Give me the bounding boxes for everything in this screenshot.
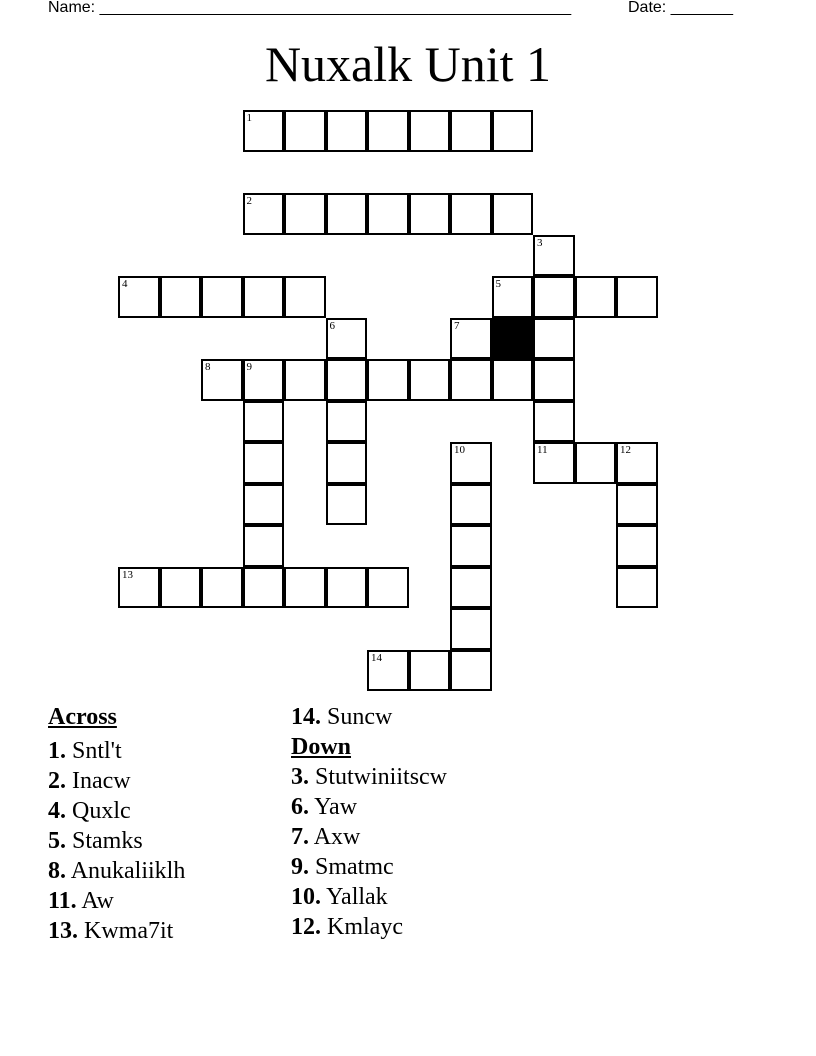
clue-text: Stamks xyxy=(72,828,143,854)
crossword-cell[interactable] xyxy=(409,650,451,692)
clue-text: Yallak xyxy=(326,884,388,910)
crossword-cell[interactable] xyxy=(160,567,202,609)
clue-number-label: 13 xyxy=(122,568,133,581)
crossword-cell[interactable] xyxy=(450,359,492,401)
clue-number-label: 9 xyxy=(246,361,252,373)
down-clue xyxy=(291,822,531,852)
down-clue xyxy=(291,762,531,792)
crossword-cell[interactable] xyxy=(326,484,368,526)
down-clue xyxy=(291,792,531,822)
down-clue xyxy=(291,852,531,882)
crossword-cell[interactable] xyxy=(450,525,492,567)
crossword-cell[interactable] xyxy=(367,567,409,609)
clue-number: 3. xyxy=(291,764,309,790)
crossword-cell[interactable] xyxy=(243,359,285,401)
crossword-cell[interactable] xyxy=(450,193,492,235)
down-clue xyxy=(291,912,531,942)
crossword-cell[interactable] xyxy=(284,193,326,235)
name-field-label: Name: _____________________________________________________ xyxy=(48,0,572,16)
clue-number: 5. xyxy=(48,828,66,854)
crossword-cell[interactable] xyxy=(243,567,285,609)
crossword-cell[interactable] xyxy=(284,276,326,318)
clue-text: Axw xyxy=(313,824,361,850)
across-clue xyxy=(48,736,288,766)
crossword-cell[interactable] xyxy=(533,318,575,360)
clue-number-label: 10 xyxy=(454,444,465,456)
across-clue xyxy=(48,766,288,796)
clue-number: 11. xyxy=(48,888,77,914)
clue-number-label: 14 xyxy=(371,651,382,664)
crossword-cell[interactable] xyxy=(492,276,534,318)
clue-text: Inacw xyxy=(72,768,131,794)
crossword-cell[interactable] xyxy=(533,401,575,443)
blocked-cell xyxy=(492,318,534,360)
crossword-cell[interactable] xyxy=(450,318,492,360)
crossword-cell[interactable] xyxy=(284,110,326,152)
clue-number-label: 4 xyxy=(122,278,128,290)
crossword-cell[interactable] xyxy=(616,276,658,318)
crossword-cell[interactable] xyxy=(201,276,243,318)
crossword-cell[interactable] xyxy=(367,193,409,235)
clue-number: 13. xyxy=(48,918,78,944)
crossword-cell[interactable] xyxy=(533,442,575,484)
crossword-cell[interactable] xyxy=(326,401,368,443)
crossword-cell[interactable] xyxy=(243,525,285,567)
clue-number-label: 2 xyxy=(246,195,252,207)
down-clue xyxy=(291,882,531,912)
crossword-cell[interactable] xyxy=(409,359,451,401)
crossword-cell[interactable] xyxy=(326,359,368,401)
crossword-cell[interactable] xyxy=(450,567,492,609)
crossword-cell[interactable] xyxy=(575,442,617,484)
crossword-cell[interactable] xyxy=(492,359,534,401)
clue-number: 2. xyxy=(48,768,66,794)
date-field-label: Date: _______ xyxy=(628,0,733,16)
across-clue xyxy=(48,826,288,856)
crossword-cell[interactable] xyxy=(243,110,285,152)
clue-number-label: 8 xyxy=(205,361,211,373)
clue-number: 7. xyxy=(291,824,309,850)
across-clue xyxy=(48,916,288,946)
clue-number-label: 5 xyxy=(495,278,501,290)
crossword-cell[interactable] xyxy=(284,567,326,609)
crossword-cell[interactable] xyxy=(616,567,658,609)
clue-number: 9. xyxy=(291,854,309,880)
crossword-cell[interactable] xyxy=(575,276,617,318)
clue-number: 8. xyxy=(48,858,66,884)
crossword-cell[interactable] xyxy=(284,359,326,401)
crossword-cell[interactable] xyxy=(326,442,368,484)
down-heading: Down xyxy=(291,734,352,760)
crossword-cell[interactable] xyxy=(367,359,409,401)
clue-text: Sntl't xyxy=(72,738,122,764)
crossword-cell[interactable] xyxy=(243,484,285,526)
crossword-cell[interactable] xyxy=(118,567,160,609)
across-clue xyxy=(48,886,288,916)
crossword-cell[interactable] xyxy=(326,567,368,609)
clue-text: Yaw xyxy=(314,794,358,820)
crossword-cell[interactable] xyxy=(326,193,368,235)
clue-column-left xyxy=(48,702,288,946)
crossword-cell[interactable] xyxy=(367,650,409,692)
crossword-cell[interactable] xyxy=(201,359,243,401)
clue-number: 4. xyxy=(48,798,66,824)
crossword-cell[interactable] xyxy=(201,567,243,609)
clue-number-label: 6 xyxy=(329,319,335,332)
crossword-cell[interactable] xyxy=(243,401,285,443)
clue-column-right xyxy=(291,702,531,942)
clue-text: Aw xyxy=(81,888,114,914)
clue-number-label: 7 xyxy=(454,319,460,332)
crossword-cell[interactable] xyxy=(450,442,492,484)
across-clue xyxy=(48,856,288,886)
clue-text: Smatmc xyxy=(315,854,394,880)
crossword-cell[interactable] xyxy=(243,276,285,318)
crossword-cell[interactable] xyxy=(409,110,451,152)
crossword-cell[interactable] xyxy=(616,525,658,567)
crossword-cell[interactable] xyxy=(533,235,575,277)
clue-number-label: 11 xyxy=(537,444,548,456)
clue-number: 14. xyxy=(291,704,321,730)
clue-number: 12. xyxy=(291,914,321,940)
across-clue xyxy=(48,796,288,826)
clue-text: Anukaliiklh xyxy=(70,858,186,884)
crossword-cell[interactable] xyxy=(118,276,160,318)
clue-number-label: 12 xyxy=(620,444,631,456)
clue-text: Stutwiniitscw xyxy=(315,764,448,790)
clue-text: Suncw xyxy=(327,704,393,730)
crossword-cell[interactable] xyxy=(492,110,534,152)
clue-text: Kmlayc xyxy=(327,914,403,940)
clue-number: 6. xyxy=(291,794,309,820)
clue-text: Quxlc xyxy=(72,798,131,824)
crossword-cell[interactable] xyxy=(616,484,658,526)
crossword-cell[interactable] xyxy=(243,442,285,484)
across-heading: Across xyxy=(48,704,117,730)
crossword-cell[interactable] xyxy=(533,359,575,401)
crossword-cell[interactable] xyxy=(409,193,451,235)
crossword-cell[interactable] xyxy=(450,650,492,692)
crossword-cell[interactable] xyxy=(450,608,492,650)
page-title: Nuxalk Unit 1 xyxy=(264,36,552,92)
crossword-cell[interactable] xyxy=(616,442,658,484)
clue-number-label: 3 xyxy=(537,236,543,249)
clue-number: 10. xyxy=(291,884,321,910)
crossword-cell[interactable] xyxy=(533,276,575,318)
across-clue xyxy=(291,702,531,732)
crossword-cell[interactable] xyxy=(326,110,368,152)
crossword-cell[interactable] xyxy=(243,193,285,235)
crossword-cell[interactable] xyxy=(450,110,492,152)
crossword-cell[interactable] xyxy=(160,276,202,318)
clue-number-label: 1 xyxy=(246,112,252,124)
clue-text: Kwma7it xyxy=(84,918,174,944)
crossword-cell[interactable] xyxy=(492,193,534,235)
crossword-cell[interactable] xyxy=(367,110,409,152)
crossword-cell[interactable] xyxy=(326,318,368,360)
clue-number: 1. xyxy=(48,738,66,764)
crossword-cell[interactable] xyxy=(450,484,492,526)
